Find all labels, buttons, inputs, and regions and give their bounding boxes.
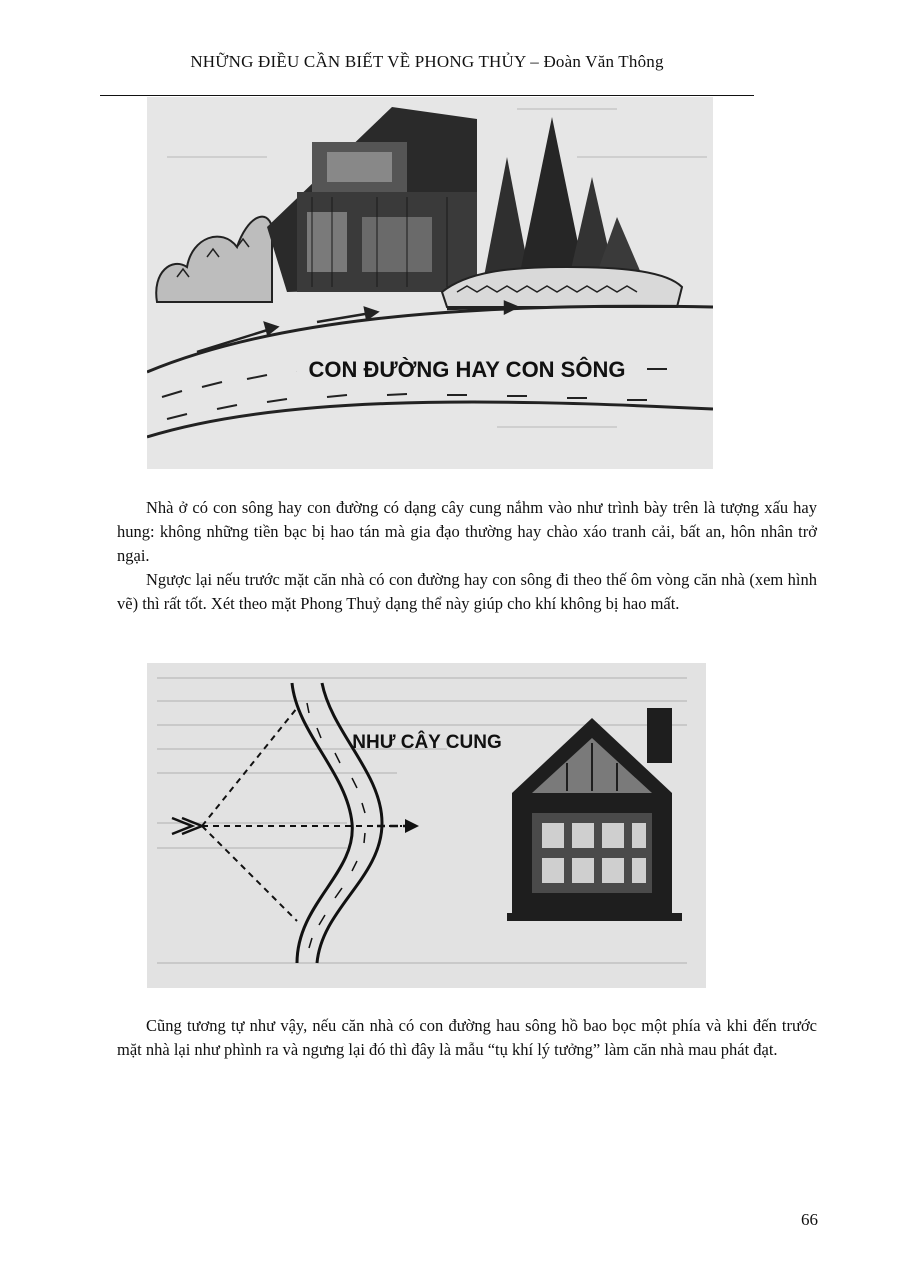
header-rule — [100, 95, 754, 96]
paragraph-3: Cũng tương tự như vậy, nếu căn nhà có con đường hau sông hồ bao bọc một phía và khi đến trước mặt nhà lại như phình ra và ngưng lại đó thì đây là mẫu “tụ khí lý tưởng” làm căn nhà mau phát đạt. — [117, 1016, 817, 1059]
paragraph-1: Nhà ở có con sông hay con đường có dạng cây cung nắhm vào như trình bày trên là tượng xấu hay hung: không những tiền bạc bị hao tán mà gia đạo thường hay chào xáo tranh cải, bất an, hôn nhân trở ngại. — [117, 498, 817, 565]
figure1-caption: CON ĐƯỜNG HAY CON SÔNG — [308, 357, 626, 382]
page-header-title: NHỮNG ĐIỀU CẦN BIẾT VỀ PHONG THỦY – Đoàn Văn Thông — [190, 52, 664, 71]
paragraph-2: Ngược lại nếu trước mặt căn nhà có con đường hay con sông đi theo thế ôm vòng căn nhà (xem hình vẽ) thì rất tốt. Xét theo mặt Phong Thuỷ dạng thể này giúp cho khí không bị hao mất. — [117, 570, 817, 613]
page-number: 66 — [801, 1210, 818, 1229]
figure-house-road-river — [147, 97, 713, 469]
figure-bow-river-house — [147, 663, 706, 988]
figure2-caption: NHƯ CÂY CUNG — [352, 732, 502, 753]
